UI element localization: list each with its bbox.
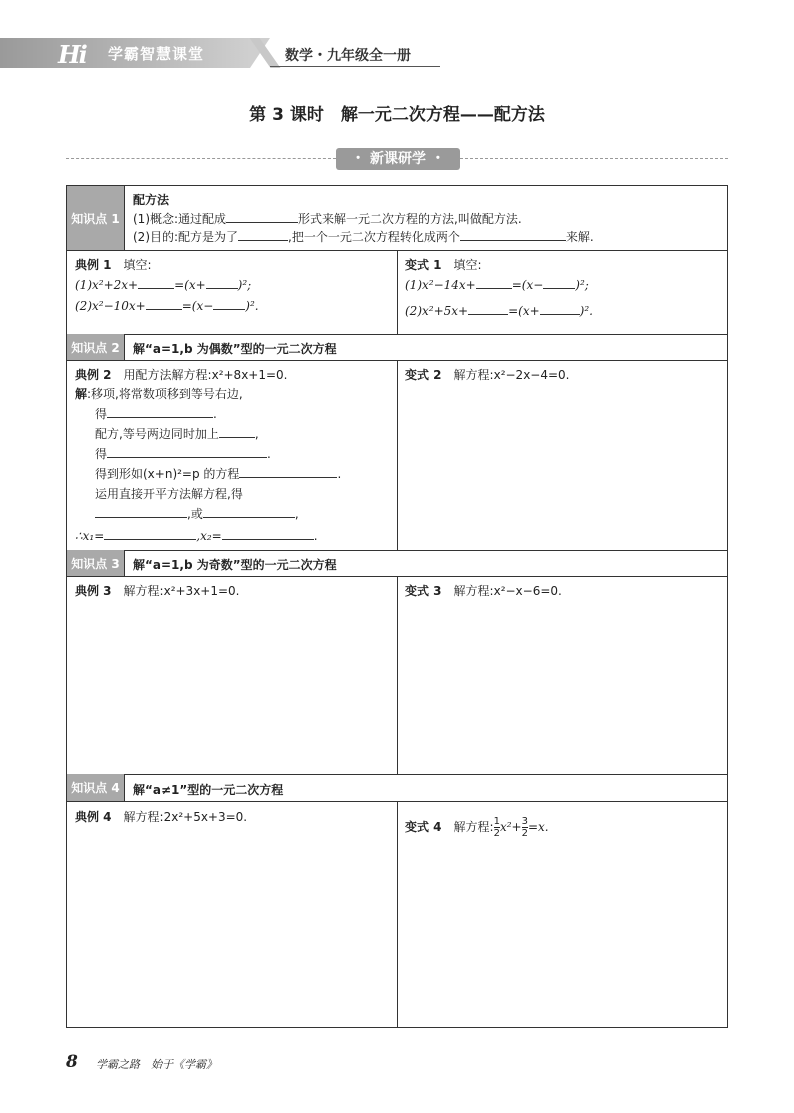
blank[interactable] <box>206 276 238 289</box>
kp1-label: 知识点 1 <box>67 186 124 250</box>
col-divider <box>397 801 398 1027</box>
kp3-title: 解“a=1,b 为奇数”型的一元二次方程 <box>133 558 337 572</box>
blank[interactable] <box>238 228 288 241</box>
kp1-line1: (1)概念:通过配成 形式来解一元二次方程的方法,叫做配方法. <box>133 212 522 226</box>
example2-step6: 运用直接开平方法解方程,得 <box>95 487 243 501</box>
blank[interactable] <box>107 405 213 418</box>
subject-label: 数学・九年级全一册 <box>285 48 411 64</box>
blank[interactable] <box>239 465 337 478</box>
page-number: 8 <box>66 1052 78 1072</box>
variant1-line1: (1)x²−14x+ =(x− )²; <box>405 278 589 292</box>
kp-divider <box>124 550 125 576</box>
variant1-header: 变式 1 填空: <box>405 258 482 272</box>
col-divider <box>397 576 398 774</box>
header-underline <box>270 66 440 67</box>
example2-step7: ,或 , <box>95 505 299 523</box>
variant2-header: 变式 2 解方程:x²−2x−4=0. <box>405 368 570 382</box>
worksheet-grid <box>66 185 728 1028</box>
example4-header: 典例 4 解方程:2x²+5x+3=0. <box>75 810 248 824</box>
example2-header: 典例 2 用配方法解方程:x²+8x+1=0. <box>75 368 288 382</box>
example2-step8: ∴x₁= ,x₂= . <box>75 529 318 543</box>
fraction: $\frac{3}{2}$ <box>521 816 528 839</box>
example2-step2: 得 . <box>95 407 217 421</box>
kp-divider <box>124 186 125 250</box>
example2-step5: 得到形如(x+n)²=p 的方程 . <box>95 467 342 481</box>
kp-divider <box>124 334 125 360</box>
kp4-label: 知识点 4 <box>67 774 124 801</box>
variant1-line2: (2)x²+5x+ =(x+ )². <box>405 304 593 318</box>
example1-line2: (2)x²−10x+ =(x− )². <box>75 299 259 313</box>
example1-header: 典例 1 填空: <box>75 258 152 272</box>
blank[interactable] <box>468 302 508 315</box>
blank[interactable] <box>203 505 295 518</box>
col-divider <box>397 360 398 550</box>
variant4-header: 变式 4 解方程: $\frac{1}{2}$ x²+ $\frac{3}{2}$ =x. <box>405 816 549 839</box>
example3-header: 典例 3 解方程:x²+3x+1=0. <box>75 584 240 598</box>
kp-divider <box>124 774 125 801</box>
row-line <box>67 334 727 335</box>
blank[interactable] <box>226 210 298 223</box>
blank[interactable] <box>213 297 245 310</box>
blank[interactable] <box>460 228 566 241</box>
example1-line1: (1)x²+2x+ =(x+ )²; <box>75 278 252 292</box>
blank[interactable] <box>219 425 255 438</box>
row-line <box>67 774 727 775</box>
blank[interactable] <box>540 302 580 315</box>
blank[interactable] <box>104 527 196 540</box>
col-divider <box>397 250 398 334</box>
example2-step4: 得 . <box>95 447 271 461</box>
brand-logo: Hi <box>58 40 86 69</box>
lesson-title: 第 3 课时 解一元二次方程——配方法 <box>249 105 545 125</box>
divider-right <box>460 158 728 159</box>
row-line <box>67 550 727 551</box>
section-badge: ・ 新课研学 ・ <box>336 148 460 170</box>
brand-name: 学霸智慧课堂 <box>108 45 205 63</box>
kp1-title: 配方法 <box>133 193 170 207</box>
blank[interactable] <box>138 276 174 289</box>
footer-slogan: 学霸之路 始于《学霸》 <box>96 1058 217 1071</box>
kp2-label: 知识点 2 <box>67 334 124 360</box>
kp4-title: 解“a≠1”型的一元二次方程 <box>133 783 284 797</box>
blank[interactable] <box>95 505 187 518</box>
fraction: $\frac{1}{2}$ <box>493 816 500 839</box>
example2-step3: 配方,等号两边同时加上 , <box>95 427 259 441</box>
blank[interactable] <box>476 276 512 289</box>
example2-step1: 解:移项,将常数项移到等号右边, <box>75 387 243 401</box>
blank[interactable] <box>543 276 575 289</box>
divider-left <box>66 158 336 159</box>
kp3-label: 知识点 3 <box>67 550 124 576</box>
blank[interactable] <box>107 445 267 458</box>
variant3-header: 变式 3 解方程:x²−x−6=0. <box>405 584 562 598</box>
blank[interactable] <box>222 527 314 540</box>
kp1-line2: (2)目的:配方是为了 ,把一个一元二次方程转化成两个 来解. <box>133 230 594 244</box>
kp2-title: 解“a=1,b 为偶数”型的一元二次方程 <box>133 342 337 356</box>
blank[interactable] <box>146 297 182 310</box>
